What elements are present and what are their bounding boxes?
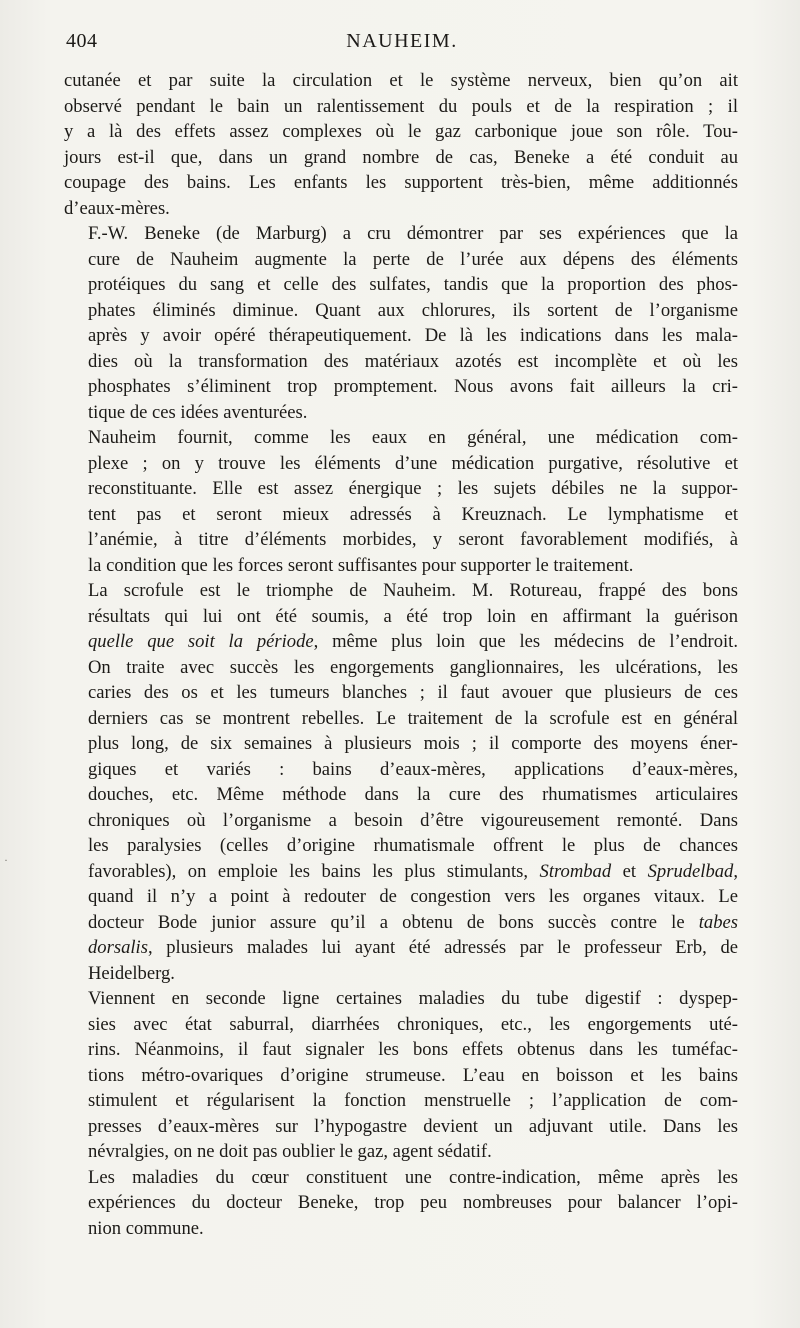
text-line: chroniques où l’organisme a besoin d’être vigoureusement remonté. Dans xyxy=(88,809,738,831)
text-line: phosphates s’éliminent trop promptement. Nous avons fait ailleurs la cri- xyxy=(88,376,738,397)
text-line: expériences du docteur Beneke, trop peu nombreuses pour balancer l’opi- xyxy=(88,1192,738,1213)
paragraph-4 xyxy=(64,578,738,986)
text-line: quand il n’y a point à redouter de congestion vers les organes vitaux. Le xyxy=(88,886,738,907)
text-line: l’anémie, à titre d’éléments morbides, y seront favorablement modifiés, à xyxy=(88,529,738,550)
text-line: phates éliminés diminue. Quant aux chlorures, ils sortent de l’organisme xyxy=(88,299,738,321)
text-line: docteur Bode junior assure qu’il a obtenu de bons succès contre le tabes xyxy=(88,911,738,933)
text-line: giques et variés : bains d’eaux-mères, applications d’eaux-mères, xyxy=(88,758,738,780)
text-line: dorsalis, plusieurs malades lui ayant été adressés par le professeur Erb, de xyxy=(88,937,738,958)
text-line: sies avec état saburral, diarrhées chroniques, etc., les engorgements uté- xyxy=(88,1013,738,1035)
text-line: Viennent en seconde ligne certaines maladies du tube digestif : dyspep- xyxy=(88,988,738,1009)
text-line: F.-W. Beneke (de Marburg) a cru démontrer par ses expériences que la xyxy=(88,223,738,244)
text-line: derniers cas se montrent rebelles. Le traitement de la scrofule est en général xyxy=(88,707,738,729)
text-line: tent pas et seront mieux adressés à Kreuznach. Le lymphatisme et xyxy=(88,503,738,525)
text-line: quelle que soit la période, même plus loin que les médecins de l’endroit. xyxy=(88,631,738,652)
text-line: coupage des bains. Les enfants les supportent très-bien, même additionnés xyxy=(64,172,738,193)
text-line: douches, etc. Même méthode dans la cure des rhumatismes articulaires xyxy=(88,784,738,805)
text-line: névralgies, on ne doit pas oublier le gaz, agent sédatif. xyxy=(88,1141,492,1162)
text-line: plexe ; on y trouve les éléments d’une médication purgative, résolutive et xyxy=(88,452,738,474)
text-line: résultats qui lui ont été soumis, a été trop loin en affirmant la guérison xyxy=(88,605,738,627)
text-line: tions métro-ovariques d’origine strumeuse. L’eau en boisson et les bains xyxy=(88,1064,738,1086)
text-line: d’eaux-mères. xyxy=(64,197,170,219)
page-number: 404 xyxy=(66,30,98,52)
text-line: La scrofule est le triomphe de Nauheim. M. Rotureau, frappé des bons xyxy=(88,580,738,601)
text-line: y a là des effets assez complexes où le gaz carbonique joue son rôle. Tou- xyxy=(64,121,738,142)
text-line: caries des os et les tumeurs blanches ; il faut avouer que plusieurs de ces xyxy=(88,682,738,703)
text-line: cutanée et par suite la circulation et le système nerveux, bien qu’on ait xyxy=(64,70,738,91)
text-line: dies où la transformation des matériaux azotés est incomplète et où les xyxy=(88,350,738,372)
text-line: favorables), on emploie les bains les plus stimulants, Strombad et Sprudelbad, xyxy=(88,860,738,882)
paragraph-5 xyxy=(64,986,738,1165)
text-line: jours est-il que, dans un grand nombre de cas, Beneke a été conduit au xyxy=(64,146,738,168)
text-line: plus long, de six semaines à plusieurs mois ; il comporte des moyens éner- xyxy=(88,733,738,754)
text-line: stimulent et régularisent la fonction menstruelle ; l’application de com- xyxy=(88,1090,738,1111)
paragraph-1 xyxy=(64,68,738,221)
text-line: observé pendant le bain un ralentissement du pouls et de la respiration ; il xyxy=(64,95,738,117)
text-line: On traite avec succès les engorgements ganglionnaires, les ulcérations, les xyxy=(88,656,738,678)
text-line: tique de ces idées aventurées. xyxy=(88,401,308,423)
text-line: nion commune. xyxy=(88,1217,204,1239)
text-line: cure de Nauheim augmente la perte de l’urée aux dépens des éléments xyxy=(88,248,738,270)
body-text xyxy=(64,68,738,1241)
text-line: Les maladies du cœur constituent une contre-indication, même après les xyxy=(88,1166,738,1188)
text-line: rins. Néanmoins, il faut signaler les bons effets obtenus dans les tuméfac- xyxy=(88,1039,738,1060)
paragraph-2 xyxy=(64,221,738,425)
text-line: Nauheim fournit, comme les eaux en général, une médication com- xyxy=(88,427,738,448)
paragraph-3 xyxy=(64,425,738,578)
text-line: reconstituante. Elle est assez énergique ; les sujets débiles ne la suppor- xyxy=(88,478,738,499)
margin-mark: · xyxy=(4,853,8,867)
text-line: Heidelberg. xyxy=(88,962,175,984)
text-line: après y avoir opéré thérapeutiquement. De là les indications dans les mala- xyxy=(88,325,738,346)
text-line: protéiques du sang et celle des sulfates, tandis que la proportion des phos- xyxy=(88,274,738,295)
running-head: NAUHEIM. xyxy=(346,30,458,52)
paragraph-6 xyxy=(64,1165,738,1242)
text-line: presses d’eaux-mères sur l’hypogastre devient un adjuvant utile. Dans les xyxy=(88,1115,738,1137)
text-line: les paralysies (celles d’origine rhumatismale offrent le plus de chances xyxy=(88,835,738,856)
page-header xyxy=(66,30,738,60)
text-line: la condition que les forces seront suffisantes pour supporter le traitement. xyxy=(88,554,634,576)
